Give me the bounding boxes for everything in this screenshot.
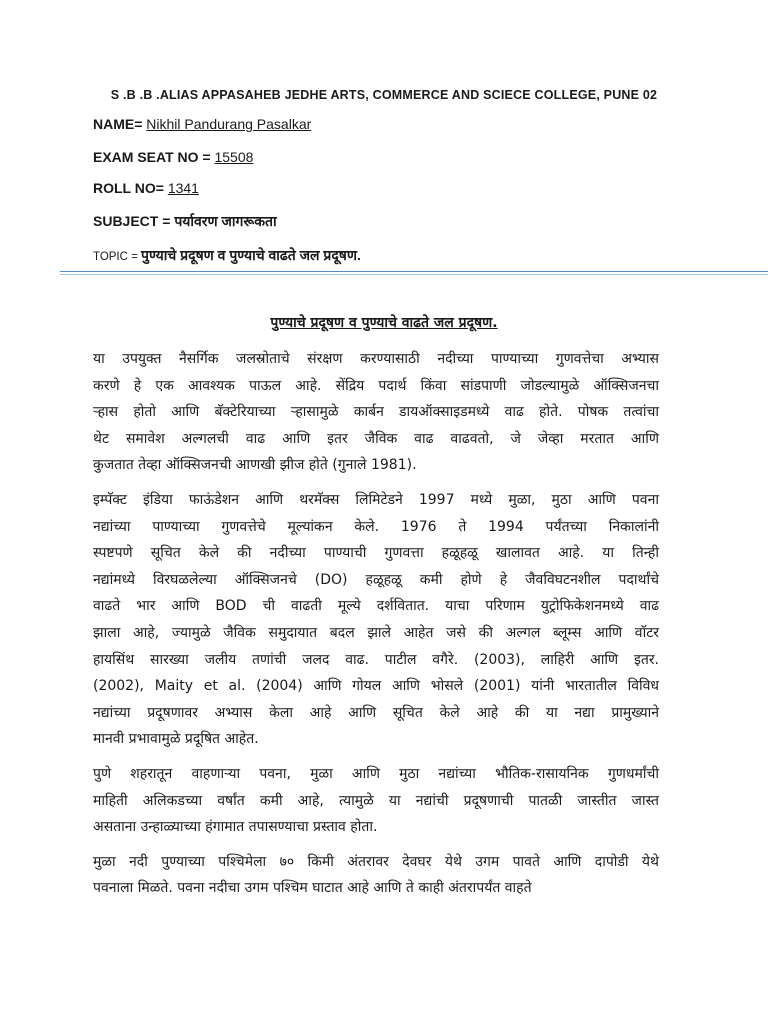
roll-no-field <box>93 180 199 196</box>
text-line: (2002), Maity et al. (2004) आणि गोयल आणि भोसले (2001) यांनी भारतातील विविध <box>93 678 659 695</box>
roll-no-value: 1341 <box>167 180 199 196</box>
exam-seat-field <box>93 149 253 165</box>
name-value: Nikhil Pandurang Pasalkar <box>146 116 312 132</box>
paragraph <box>93 487 659 753</box>
text-line: ऱ्हास होतो आणि बॅक्टेरियाच्या ऱ्हासामुळे कार्बन डायऑक्साइडमध्ये वाढ होते. पोषक तत्वांचा <box>93 404 659 421</box>
paragraph <box>93 761 659 841</box>
paragraph <box>93 849 659 902</box>
paragraph <box>93 346 659 479</box>
text-line: पवनाला मिळते. पवना नदीचा उगम पश्चिम घाटात आहे आणि ते काही अंतरापर्यंत वाहते <box>93 880 532 897</box>
text-line: नद्यांच्या पाण्याच्या गुणवत्तेचे मूल्यांकन केले. 1976 ते 1994 पर्यंतच्या निकालांनी <box>93 518 659 535</box>
college-name: S .B .B .ALIAS APPASAHEB JEDHE ARTS, COMMERCE AND SCIECE COLLEGE, PUNE 02 <box>110 88 658 102</box>
subject-field <box>93 212 277 231</box>
text-line: पुणे शहरातून वाहणाऱ्या पवना, मुळा आणि मुठा नद्यांच्या भौतिक-रासायनिक गुणधर्मांची <box>93 765 659 782</box>
name-field <box>93 116 311 132</box>
name-label: NAME= <box>93 116 147 132</box>
header-divider <box>60 271 768 272</box>
subject-value: पर्यावरण जागरूकता <box>174 213 277 229</box>
text-line: मानवी प्रभावामुळे प्रदूषित आहेत. <box>93 731 259 748</box>
header-divider-shadow <box>60 274 768 275</box>
text-line: हायसिंथ सारख्या जलीय तणांची जलद वाढ. पाटील वगैरे. (2003), लाहिरी आणि इतर. <box>93 651 659 668</box>
text-line: माहिती अलिकडच्या वर्षांत कमी आहे, त्यामुळे या नद्यांची प्रदूषणाची पातळी जास्तीत जास्त <box>93 792 659 809</box>
topic-label: TOPIC = <box>93 251 142 263</box>
text-line: मुळा नदी पुण्याच्या पश्चिमेला ७० किमी अंतरावर देवघर येथे उगम पावते आणि दापोडी येथे <box>93 853 659 870</box>
text-line: कुजतात तेव्हा ऑक्सिजनची आणखी झीज होते (गुनाले 1981). <box>93 457 417 474</box>
article-heading: पुण्याचे प्रदूषण व पुण्याचे वाढते जल प्रदूषण. <box>270 315 498 331</box>
text-line: करणे हे एक आवश्यक पाऊल आहे. सेंद्रिय पदार्थ किंवा सांडपाणी जोडल्यामुळे ऑक्सिजनचा <box>93 377 659 394</box>
text-line: इम्पॅक्ट इंडिया फाऊंडेशन आणि थरमॅक्स लिमिटेडने 1997 मध्ये मुळा, मुठा आणि पवना <box>93 491 659 508</box>
text-line: नद्यांच्या प्रदूषणावर अभ्यास केला आहे आणि सूचित केले आहे की या नद्या प्रामुख्याने <box>93 704 659 721</box>
exam-seat-label: EXAM SEAT NO = <box>93 149 215 165</box>
topic-field <box>93 246 361 265</box>
text-line: असताना उन्हाळ्याच्या हंगामात तपासण्याचा प्रस्ताव होता. <box>93 819 378 836</box>
text-line: वाढते भार आणि BOD ची वाढती मूल्ये दर्शवितात. याचा परिणाम युट्रोफिकेशनमध्ये वाढ <box>93 598 659 615</box>
exam-seat-value: 15508 <box>214 149 254 165</box>
text-line: नद्यांमध्ये विरघळलेल्या ऑक्सिजनचे (DO) हळूहळू कमी होणे हे जैवविघटनशील पदार्थांचे <box>93 571 659 588</box>
text-line: स्पष्टपणे सूचित केले की नदीच्या पाण्याची गुणवत्ता हळूहळू खालावत आहे. या तिन्ही <box>93 545 659 562</box>
subject-label: SUBJECT = <box>93 213 175 229</box>
topic-value: पुण्याचे प्रदूषण व पुण्याचे वाढते जल प्रदूषण. <box>141 247 361 263</box>
roll-no-label: ROLL NO= <box>93 180 168 196</box>
text-line: झाला आहे, ज्यामुळे जैविक समुदायात बदल झाले आहेत जसे की अल्गल ब्लूम्स आणि वॉटर <box>93 624 659 641</box>
text-line: थेट समावेश अल्गलची वाढ आणि इतर जैविक वाढ वाढवतो, जे जेव्हा मरतात आणि <box>93 430 659 447</box>
text-line: या उपयुक्त नैसर्गिक जलस्रोताचे संरक्षण करण्यासाठी नदीच्या पाण्याच्या गुणवत्तेचा अभ्यास <box>93 351 659 367</box>
article-body <box>93 346 659 910</box>
